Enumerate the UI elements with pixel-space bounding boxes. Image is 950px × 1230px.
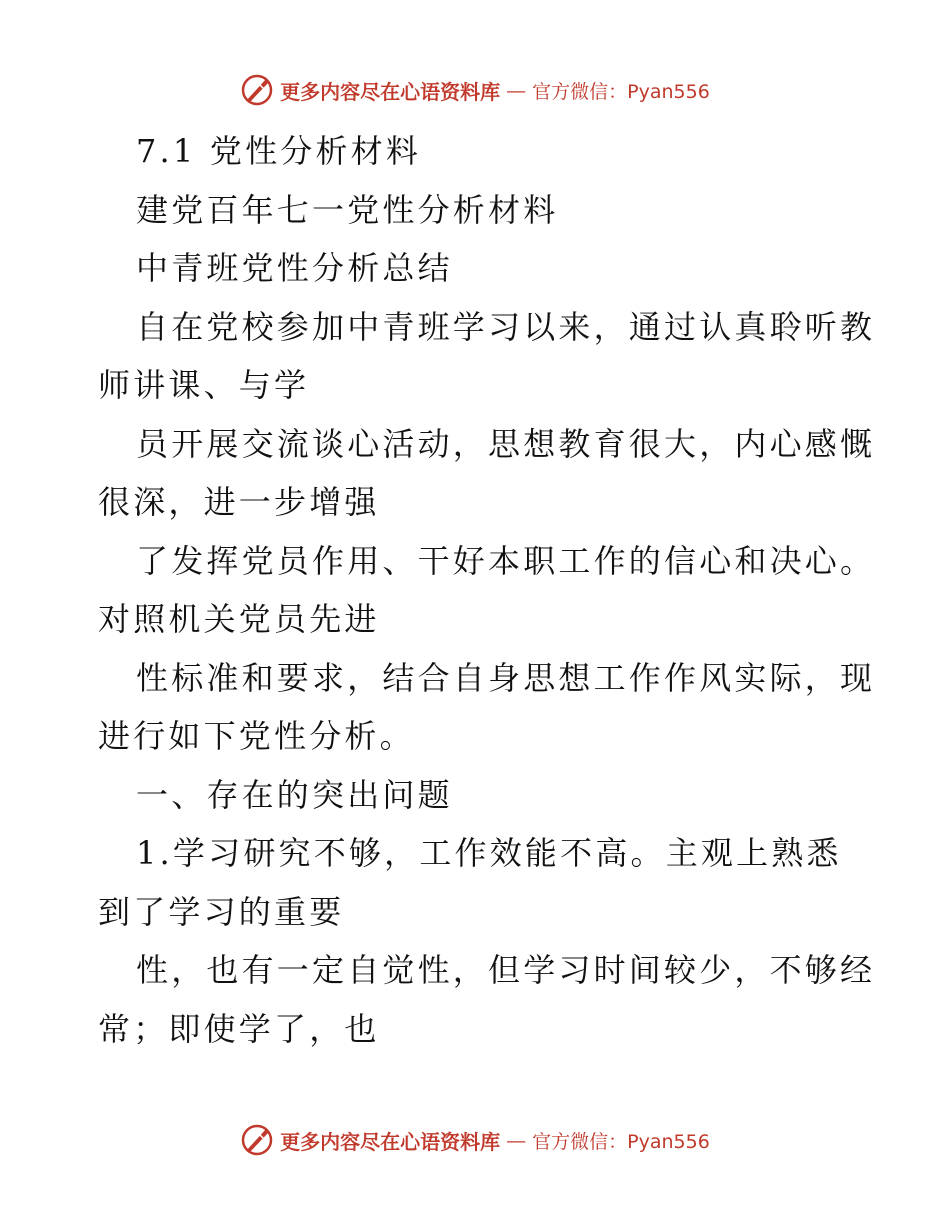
quill-pen-logo-icon <box>240 1123 274 1157</box>
header-separator: — <box>506 78 527 102</box>
doc-line: 中青班党性分析总结 <box>136 249 453 287</box>
header-banner <box>0 70 950 110</box>
doc-line: 到了学习的重要 <box>98 892 345 931</box>
doc-line: 很深，进一步增强 <box>98 483 380 521</box>
quill-pen-logo-icon <box>240 73 274 107</box>
doc-line: 自在党校参加中青班学习以来，通过认真聆听教 <box>136 307 876 346</box>
doc-line: 师讲课、与学 <box>98 366 310 404</box>
doc-line: 员开展交流谈心活动，思想教育很大，内心感慨 <box>136 424 876 463</box>
doc-line: 性，也有一定自觉性，但学习时间较少，不够经 <box>136 951 876 989</box>
doc-line: 常；即使学了，也 <box>98 1009 380 1048</box>
footer-brand-text: 更多内容尽在心语资料库 <box>280 1129 501 1154</box>
footer-separator: — <box>506 1128 527 1152</box>
doc-line: 建党百年七一党性分析材料 <box>136 190 559 229</box>
header-contact-text: 官方微信：Pyan556 <box>532 80 710 103</box>
doc-line: 7.1 党性分析材料 <box>136 132 422 170</box>
doc-line: 一、存在的突出问题 <box>136 775 453 814</box>
footer-banner <box>0 1120 950 1160</box>
footer-contact-text: 官方微信：Pyan556 <box>532 1130 710 1153</box>
header-brand-text: 更多内容尽在心语资料库 <box>280 79 501 104</box>
doc-line: 对照机关党员先进 <box>98 600 380 638</box>
doc-line: 性标准和要求，结合自身思想工作作风实际，现 <box>136 658 876 697</box>
doc-line: 1.学习研究不够，工作效能不高。主观上熟悉 <box>136 834 842 872</box>
doc-line: 了发挥党员作用、干好本职工作的信心和决心。 <box>136 541 876 580</box>
doc-line: 进行如下党性分析。 <box>98 717 415 755</box>
document-body <box>98 122 876 1058</box>
